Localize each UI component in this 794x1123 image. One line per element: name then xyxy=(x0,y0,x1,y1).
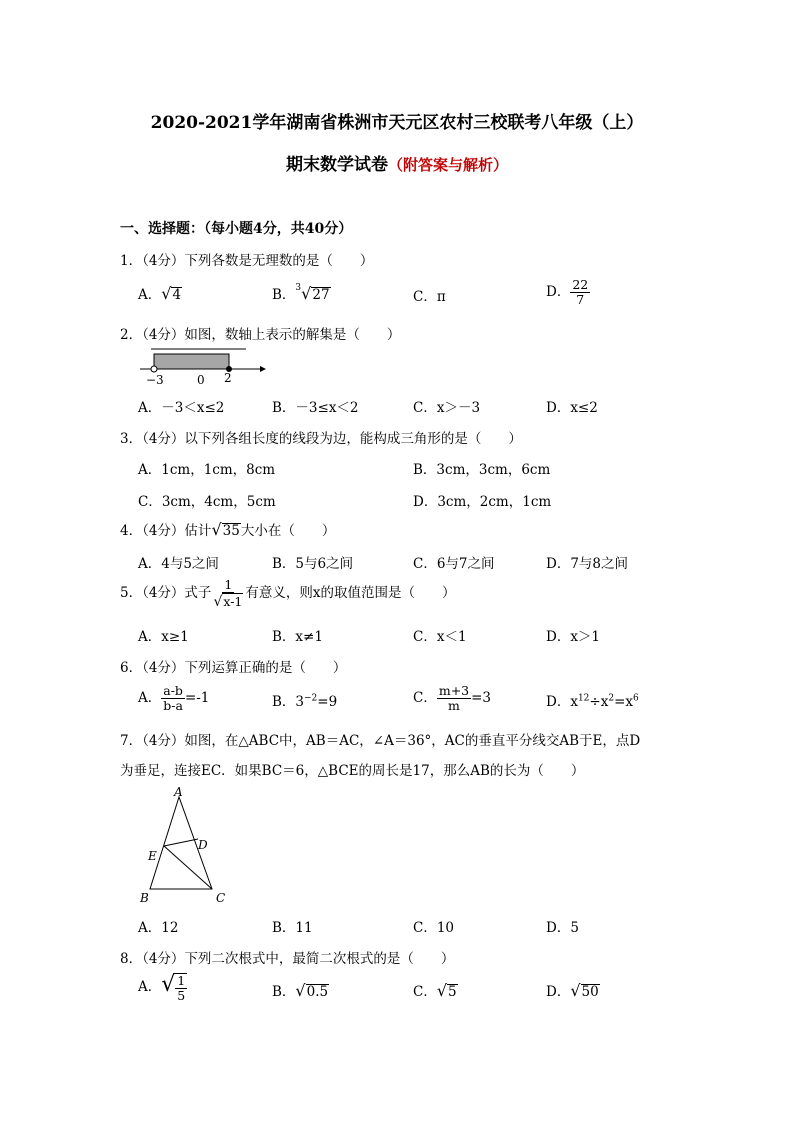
q7-option-a: A．12 xyxy=(138,920,179,936)
q8-option-a: A．√ $\frac{1}{5}$ xyxy=(138,972,186,1003)
q1-stem: 1．（4分）下列各数是无理数的是（ ） xyxy=(120,253,374,269)
q4-option-b: B．5与6之间 xyxy=(272,556,354,572)
q7-option-b: B．11 xyxy=(272,920,313,936)
q6-option-d: D．$x^{12}\div x^2=x^6$ xyxy=(546,693,639,710)
q5-option-b: B．x≠1 xyxy=(272,629,323,645)
title-line-1: 2020-2021学年湖南省株洲市天元区农村三校联考八年级（上） xyxy=(150,113,644,133)
axis-label-neg3: −3 xyxy=(146,373,164,387)
q8-stem: 8．（4分）下列二次根式中，最简二次根式的是（ ） xyxy=(120,951,455,967)
number-line-figure xyxy=(136,344,266,388)
q8-option-d: D．√50 xyxy=(546,981,599,1000)
segment-ed xyxy=(164,839,198,846)
q4-stem: 4．（4分）估计√35大小在（ ） xyxy=(120,520,336,539)
q8-option-c: C．√5 xyxy=(413,981,457,1000)
q5-option-a: A．x≥1 xyxy=(138,629,189,645)
q3-option-a: A．1cm，1cm，8cm xyxy=(138,462,276,478)
q1-option-d: D． $\frac{22}{7}$ xyxy=(546,277,589,307)
title-main: 期末数学试卷 xyxy=(285,155,388,175)
q5-option-c: C．x＜1 xyxy=(413,629,467,645)
q1-option-a: A．√4 xyxy=(138,284,182,303)
q3-stem: 3．（4分）以下列各组长度的线段为边，能构成三角形的是（ ） xyxy=(120,431,522,447)
q7-option-d: D．5 xyxy=(546,920,579,936)
q1-option-b: B．$^3$√27 xyxy=(272,282,330,303)
open-endpoint xyxy=(151,366,157,372)
axis-arrow-icon xyxy=(260,366,266,372)
q7-option-c: C．10 xyxy=(413,920,455,936)
triangle-figure xyxy=(132,784,232,908)
q6-stem: 6．（4分）下列运算正确的是（ ） xyxy=(120,660,347,676)
q3-option-b: B．3cm，3cm，6cm xyxy=(413,462,551,478)
axis-label-2: 2 xyxy=(224,371,232,385)
q6-option-c: C． $\frac{m+3}{m}$ =3 xyxy=(413,683,492,713)
q4-option-a: A．4与5之间 xyxy=(138,556,219,572)
q8-option-b: B．√0.5 xyxy=(272,981,329,1000)
q3-option-c: C．3cm，4cm，5cm xyxy=(138,494,276,510)
q2-option-d: D．x≤2 xyxy=(546,400,598,416)
q7-stem-line-1: 7．（4分）如图，在△ABC中，AB＝AC，∠A＝36°，AC的垂直平分线交AB于E，点D xyxy=(120,733,641,749)
q2-option-b: B．－3≤x＜2 xyxy=(272,400,359,416)
solution-shading xyxy=(154,354,229,369)
point-e-label: E xyxy=(148,849,157,863)
q2-stem: 2．（4分）如图，数轴上表示的解集是（ ） xyxy=(120,327,401,343)
q2-option-a: A．－3＜x≤2 xyxy=(138,400,225,416)
q1-option-c: C．π xyxy=(413,289,446,305)
q7-stem-line-2: 为垂足，连接EC．如果BC＝6，△BCE的周长是17，那么AB的长为（ ） xyxy=(120,763,585,779)
point-d-label: D xyxy=(198,838,208,852)
q5-option-d: D．x＞1 xyxy=(546,629,601,645)
q6-option-a: A． $\frac{a-b}{b-a}$ =-1 xyxy=(138,683,210,713)
q4-option-d: D．7与8之间 xyxy=(546,556,629,572)
vertex-a-label: A xyxy=(174,785,183,799)
vertex-c-label: C xyxy=(216,891,226,905)
vertex-b-label: B xyxy=(140,891,149,905)
q3-option-d: D．3cm，2cm，1cm xyxy=(413,494,552,510)
q5-stem: 5．（4分）式子 $\frac{1}{√x-1}$ 有意义，则x的取值范围是（ ） xyxy=(120,577,456,610)
section-heading: 一、选择题：（每小题4分，共40分） xyxy=(120,221,353,237)
axis-label-0: 0 xyxy=(197,373,205,387)
q4-option-c: C．6与7之间 xyxy=(413,556,495,572)
title-line-2 xyxy=(0,150,794,175)
q2-option-c: C．x＞－3 xyxy=(413,400,481,416)
title-suffix: （附答案与解析） xyxy=(387,156,508,174)
q6-option-b: B．$3^{-2}=9$ xyxy=(272,693,338,710)
